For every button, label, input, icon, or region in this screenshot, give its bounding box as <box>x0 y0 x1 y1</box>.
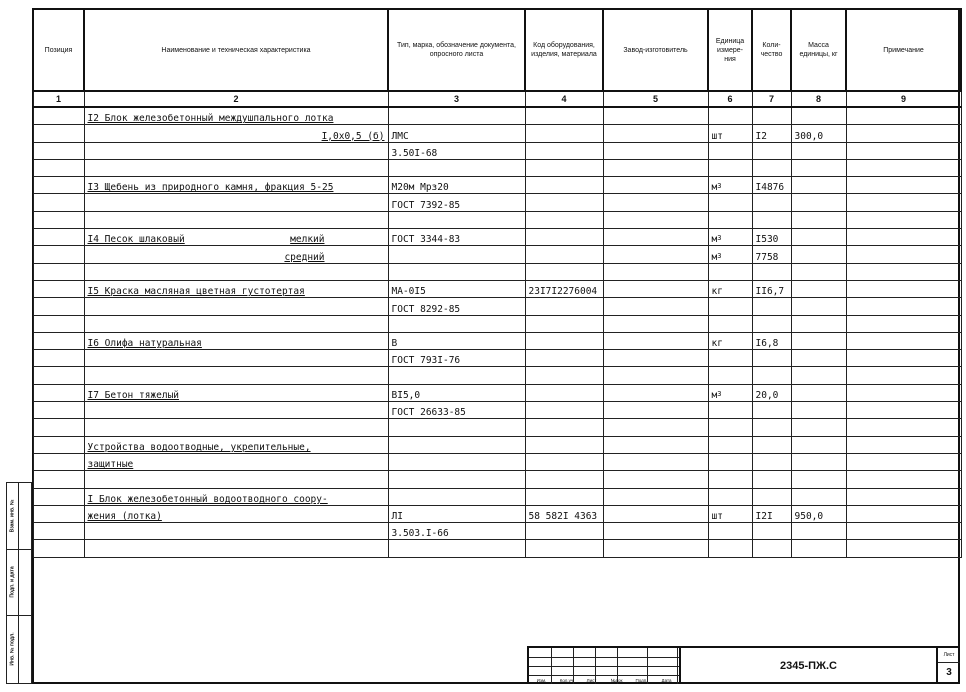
cell-note <box>846 263 961 280</box>
cell-mass <box>791 263 846 280</box>
cell-name: I Блок железобетонный водоотводного соору- <box>84 488 388 505</box>
cell-pos <box>33 107 84 125</box>
cell-unit <box>708 263 752 280</box>
cell-note <box>846 107 961 125</box>
cell-pos <box>33 280 84 297</box>
cell-unit <box>708 298 752 315</box>
cell-name: жения (лотка) <box>84 505 388 522</box>
cell-note <box>846 246 961 263</box>
table-row <box>33 246 961 263</box>
cell-unit <box>708 159 752 176</box>
cell-name: I2 Блок железобетонный междушпального лотка <box>84 107 388 125</box>
cell-name: I7 Бетон тяжелый <box>84 384 388 401</box>
cell-mass <box>791 211 846 228</box>
cell-code <box>525 523 603 540</box>
cell-unit <box>708 367 752 384</box>
cell-unit <box>708 194 752 211</box>
cell-code <box>525 298 603 315</box>
cell-pos <box>33 263 84 280</box>
cell-note <box>846 488 961 505</box>
cell-pos <box>33 350 84 367</box>
cell-note <box>846 471 961 488</box>
cell-code <box>525 211 603 228</box>
cell-note <box>846 419 961 436</box>
cell-qty <box>752 540 791 557</box>
cell-name: средний <box>84 246 388 263</box>
table-row <box>33 125 961 142</box>
cell-maker <box>603 298 708 315</box>
cell-maker <box>603 280 708 297</box>
cell-maker <box>603 211 708 228</box>
cell-pos <box>33 488 84 505</box>
cell-mass <box>791 315 846 332</box>
cell-type: М20м Мрз20 <box>388 177 525 194</box>
cell-maker <box>603 194 708 211</box>
cell-pos <box>33 505 84 522</box>
cell-qty <box>752 436 791 453</box>
cell-maker <box>603 402 708 419</box>
table-row <box>33 384 961 401</box>
cell-qty: II6,7 <box>752 280 791 297</box>
cell-maker <box>603 246 708 263</box>
cell-qty <box>752 471 791 488</box>
cell-type <box>388 246 525 263</box>
cell-mass <box>791 540 846 557</box>
cell-note <box>846 332 961 349</box>
table-row <box>33 367 961 384</box>
cell-mass <box>791 298 846 315</box>
cell-mass <box>791 194 846 211</box>
cell-code <box>525 315 603 332</box>
header-note: Примечание <box>846 9 961 91</box>
table-row <box>33 402 961 419</box>
cell-type <box>388 453 525 470</box>
cell-note <box>846 384 961 401</box>
cell-qty <box>752 419 791 436</box>
cell-note <box>846 177 961 194</box>
cell-unit <box>708 523 752 540</box>
cell-pos <box>33 419 84 436</box>
header-position: Позиция <box>33 9 84 91</box>
cell-pos <box>33 384 84 401</box>
revision-labels <box>529 678 679 683</box>
cell-unit <box>708 488 752 505</box>
cell-qty <box>752 402 791 419</box>
cell-maker <box>603 142 708 159</box>
header-mass: Масса единицы, кг <box>791 9 846 91</box>
cell-qty: I4876 <box>752 177 791 194</box>
cell-name <box>84 142 388 159</box>
cell-type: ГОСТ 8292-85 <box>388 298 525 315</box>
cell-type: ГОСТ 26633-85 <box>388 402 525 419</box>
cell-qty <box>752 142 791 159</box>
cell-type <box>388 540 525 557</box>
cell-pos <box>33 142 84 159</box>
header-maker: Завод-изготовитель <box>603 9 708 91</box>
margin-stamp <box>6 482 32 684</box>
table-row <box>33 107 961 125</box>
table-row <box>33 177 961 194</box>
cell-mass <box>791 107 846 125</box>
cell-type: ВI5,0 <box>388 384 525 401</box>
cell-qty: 20,0 <box>752 384 791 401</box>
cell-note <box>846 523 961 540</box>
cell-type: ГОСТ 7392-85 <box>388 194 525 211</box>
cell-unit: $м^3$ <box>708 384 752 401</box>
cell-maker <box>603 125 708 142</box>
table-row <box>33 419 961 436</box>
cell-qty <box>752 263 791 280</box>
cell-maker <box>603 107 708 125</box>
cell-mass <box>791 280 846 297</box>
cell-qty <box>752 211 791 228</box>
cell-maker <box>603 159 708 176</box>
cell-note <box>846 298 961 315</box>
cell-pos <box>33 402 84 419</box>
cell-unit <box>708 471 752 488</box>
cell-note <box>846 280 961 297</box>
cell-maker <box>603 384 708 401</box>
table-row <box>33 263 961 280</box>
cell-maker <box>603 505 708 522</box>
cell-code <box>525 194 603 211</box>
cell-mass <box>791 384 846 401</box>
cell-qty: I2I <box>752 505 791 522</box>
cell-name: I4 Песок шлаковый мелкий <box>84 229 388 246</box>
cell-mass <box>791 436 846 453</box>
cell-type: 3.50I-68 <box>388 142 525 159</box>
table-row <box>33 350 961 367</box>
cell-unit: $м^3$ <box>708 246 752 263</box>
column-number: 3 <box>388 91 525 107</box>
cell-note <box>846 142 961 159</box>
cell-qty <box>752 315 791 332</box>
cell-mass <box>791 229 846 246</box>
cell-name <box>84 211 388 228</box>
cell-type: ГОСТ 793I-76 <box>388 350 525 367</box>
cell-note <box>846 505 961 522</box>
cell-code: 23I7I2276004 <box>525 280 603 297</box>
cell-code <box>525 246 603 263</box>
header-code: Код оборудования, изделия, материала <box>525 9 603 91</box>
cell-note <box>846 211 961 228</box>
cell-unit: шт <box>708 125 752 142</box>
cell-name: защитные <box>84 453 388 470</box>
header-name: Наименование и техническая характеристика <box>84 9 388 91</box>
cell-qty <box>752 159 791 176</box>
cell-code <box>525 159 603 176</box>
cell-maker <box>603 436 708 453</box>
table-row <box>33 523 961 540</box>
cell-unit: кг <box>708 280 752 297</box>
cell-unit <box>708 402 752 419</box>
cell-type <box>388 315 525 332</box>
cell-note <box>846 367 961 384</box>
cell-qty: I6,8 <box>752 332 791 349</box>
header-qty: Коли-чество <box>752 9 791 91</box>
cell-note <box>846 453 961 470</box>
cell-name <box>84 471 388 488</box>
table-row <box>33 332 961 349</box>
cell-unit: $м^3$ <box>708 177 752 194</box>
cell-name <box>84 194 388 211</box>
cell-pos <box>33 229 84 246</box>
cell-unit: кг <box>708 332 752 349</box>
cell-type <box>388 107 525 125</box>
cell-code <box>525 142 603 159</box>
cell-pos <box>33 367 84 384</box>
table-row <box>33 229 961 246</box>
margin-label: Инв. № подл. <box>9 632 16 666</box>
cell-name: I,0х0,5 (б) <box>84 125 388 142</box>
cell-unit <box>708 436 752 453</box>
cell-mass <box>791 402 846 419</box>
column-number: 1 <box>33 91 84 107</box>
cell-unit <box>708 540 752 557</box>
cell-type <box>388 419 525 436</box>
cell-type <box>388 367 525 384</box>
cell-pos <box>33 211 84 228</box>
cell-pos <box>33 246 84 263</box>
cell-unit <box>708 419 752 436</box>
column-number: 4 <box>525 91 603 107</box>
cell-pos <box>33 523 84 540</box>
cell-unit: $м^3$ <box>708 229 752 246</box>
sheet-label: Лист <box>938 648 960 663</box>
cell-pos <box>33 177 84 194</box>
cell-mass <box>791 350 846 367</box>
cell-type <box>388 488 525 505</box>
table-row <box>33 453 961 470</box>
column-number: 7 <box>752 91 791 107</box>
cell-type <box>388 263 525 280</box>
cell-code <box>525 177 603 194</box>
cell-note <box>846 125 961 142</box>
cell-unit: шт <box>708 505 752 522</box>
cell-maker <box>603 350 708 367</box>
cell-pos <box>33 315 84 332</box>
cell-note <box>846 436 961 453</box>
table-row <box>33 142 961 159</box>
column-number-row <box>33 91 961 107</box>
cell-unit <box>708 315 752 332</box>
cell-qty <box>752 523 791 540</box>
cell-note <box>846 194 961 211</box>
cell-name: I3 Щебень из природного камня, фракция 5-25 <box>84 177 388 194</box>
cell-pos <box>33 471 84 488</box>
cell-code <box>525 229 603 246</box>
cell-pos <box>33 159 84 176</box>
cell-type <box>388 471 525 488</box>
stamp-label: Подп. <box>635 678 648 683</box>
cell-code <box>525 350 603 367</box>
cell-maker <box>603 488 708 505</box>
cell-name <box>84 159 388 176</box>
cell-note <box>846 350 961 367</box>
cell-note <box>846 159 961 176</box>
table-row <box>33 488 961 505</box>
cell-qty: I530 <box>752 229 791 246</box>
cell-type <box>388 211 525 228</box>
cell-mass <box>791 332 846 349</box>
cell-name <box>84 350 388 367</box>
cell-mass <box>791 488 846 505</box>
cell-code <box>525 384 603 401</box>
cell-type: ЛI <box>388 505 525 522</box>
cell-maker <box>603 453 708 470</box>
cell-type <box>388 436 525 453</box>
stamp-label: №док <box>610 678 623 683</box>
cell-type: МА-0I5 <box>388 280 525 297</box>
cell-mass <box>791 419 846 436</box>
table-row <box>33 505 961 522</box>
cell-name: I6 Олифа натуральная <box>84 332 388 349</box>
cell-type: ЛМС <box>388 125 525 142</box>
cell-maker <box>603 523 708 540</box>
cell-pos <box>33 332 84 349</box>
cell-note <box>846 540 961 557</box>
cell-mass <box>791 142 846 159</box>
cell-code <box>525 367 603 384</box>
cell-maker <box>603 263 708 280</box>
cell-name <box>84 419 388 436</box>
stamp-label: Изм. <box>536 678 547 683</box>
stamp-label: Дата <box>661 678 672 683</box>
column-number: 9 <box>846 91 961 107</box>
cell-maker <box>603 540 708 557</box>
cell-maker <box>603 332 708 349</box>
cell-maker <box>603 471 708 488</box>
cell-mass <box>791 453 846 470</box>
cell-unit <box>708 453 752 470</box>
cell-pos <box>33 125 84 142</box>
cell-qty <box>752 367 791 384</box>
cell-maker <box>603 177 708 194</box>
column-number: 2 <box>84 91 388 107</box>
cell-mass <box>791 159 846 176</box>
cell-name <box>84 523 388 540</box>
cell-name <box>84 315 388 332</box>
stamp-label: Лист <box>586 678 597 683</box>
cell-type: ГОСТ 3344-83 <box>388 229 525 246</box>
stamp-label: Кол.уч <box>559 678 574 683</box>
cell-unit <box>708 350 752 367</box>
header-type: Тип, марка, обозначение документа, опросного листа <box>388 9 525 91</box>
margin-label: Взам. инв. № <box>9 499 16 533</box>
cell-pos <box>33 540 84 557</box>
cell-name <box>84 367 388 384</box>
cell-code <box>525 471 603 488</box>
table-row <box>33 436 961 453</box>
cell-code: 58 582I 4363 <box>525 505 603 522</box>
document-code: 2345-ПЖ.С <box>679 648 936 684</box>
cell-note <box>846 229 961 246</box>
cell-mass: 950,0 <box>791 505 846 522</box>
cell-type: 3.503.I-66 <box>388 523 525 540</box>
table-row <box>33 315 961 332</box>
table-row <box>33 298 961 315</box>
cell-qty <box>752 298 791 315</box>
cell-maker <box>603 315 708 332</box>
cell-maker <box>603 229 708 246</box>
table-row <box>33 280 961 297</box>
cell-qty: I2 <box>752 125 791 142</box>
cell-mass <box>791 367 846 384</box>
cell-code <box>525 436 603 453</box>
cell-mass <box>791 471 846 488</box>
cell-pos <box>33 436 84 453</box>
cell-code <box>525 419 603 436</box>
column-number: 8 <box>791 91 846 107</box>
cell-code <box>525 107 603 125</box>
table-row <box>33 194 961 211</box>
cell-code <box>525 332 603 349</box>
table-row <box>33 211 961 228</box>
cell-name: I5 Краска масляная цветная густотертая <box>84 280 388 297</box>
cell-code <box>525 125 603 142</box>
cell-unit <box>708 107 752 125</box>
table-row <box>33 471 961 488</box>
specification-table <box>32 8 962 558</box>
cell-note <box>846 315 961 332</box>
cell-mass <box>791 523 846 540</box>
cell-qty: 7758 <box>752 246 791 263</box>
cell-unit <box>708 142 752 159</box>
sheet-number-box <box>936 648 960 684</box>
cell-mass <box>791 246 846 263</box>
column-number: 5 <box>603 91 708 107</box>
header-row <box>33 9 961 91</box>
cell-maker <box>603 419 708 436</box>
cell-mass: 300,0 <box>791 125 846 142</box>
cell-unit <box>708 211 752 228</box>
cell-type <box>388 159 525 176</box>
header-unit: Единица измере-ния <box>708 9 752 91</box>
cell-code <box>525 453 603 470</box>
cell-mass <box>791 177 846 194</box>
cell-name: Устройства водоотводные, укрепительные, <box>84 436 388 453</box>
cell-name <box>84 402 388 419</box>
cell-qty <box>752 194 791 211</box>
cell-name <box>84 298 388 315</box>
cell-code <box>525 488 603 505</box>
cell-qty <box>752 453 791 470</box>
cell-note <box>846 402 961 419</box>
cell-code <box>525 263 603 280</box>
cell-code <box>525 540 603 557</box>
cell-pos <box>33 194 84 211</box>
sheet-number: 3 <box>946 667 952 678</box>
table-row <box>33 540 961 557</box>
cell-pos <box>33 298 84 315</box>
cell-qty <box>752 107 791 125</box>
cell-code <box>525 402 603 419</box>
cell-qty <box>752 350 791 367</box>
column-number: 6 <box>708 91 752 107</box>
cell-name <box>84 263 388 280</box>
title-block <box>527 646 960 684</box>
table-row <box>33 159 961 176</box>
cell-pos <box>33 453 84 470</box>
cell-maker <box>603 367 708 384</box>
cell-name <box>84 540 388 557</box>
margin-label: Подп. и дата <box>9 566 16 598</box>
cell-qty <box>752 488 791 505</box>
cell-type: В <box>388 332 525 349</box>
